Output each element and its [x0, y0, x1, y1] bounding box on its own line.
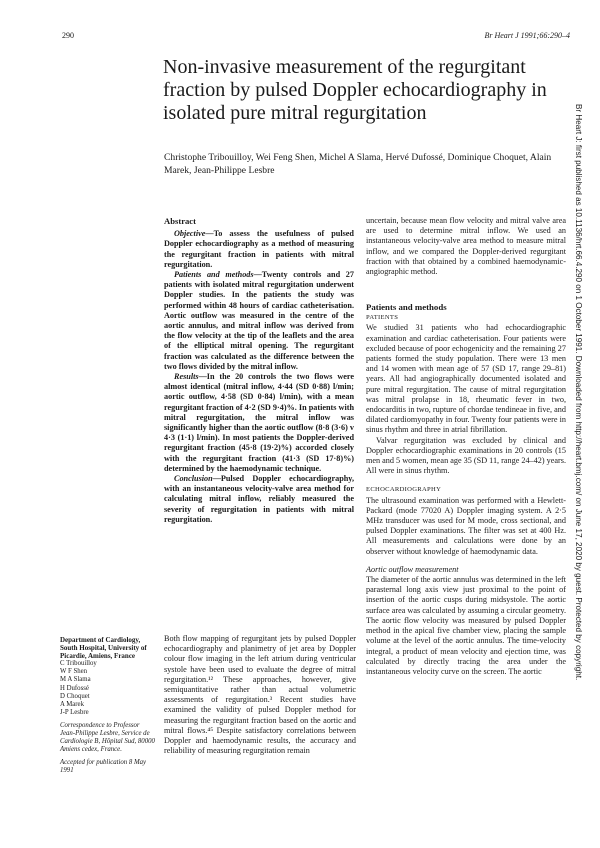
- results-label: Results: [174, 372, 199, 382]
- aortic-subheading: Aortic outflow measurement: [366, 564, 459, 574]
- department: Department of Cardiology, South Hospital, University of Picardie, Amiens, France: [60, 636, 147, 661]
- controls-paragraph: Valvar regurgitation was excluded by clinical and Doppler echocardiographic examinations in 20 controls (15 men and 5 women, mean age 35 (SD 11, range 24–42) years. All were in sinus rhythm.: [366, 435, 566, 476]
- aortic-paragraph: The diameter of the aortic annulus was determined in the left parasternal long axis view just proximal to the point of insertion of the aortic cusps during midsystole. The aortic surface area was calculated by assuming a circular geometry. The aortic flow velocity was measured by pulsed Doppler method in the apical five chamber view, placing the sample volume at the level of the aortic annulus. The time-velocity integral, a product of mean velocity and ejection time, was calculated by directly tracing the area under the instantaneous velocity curve on the screen. The aortic: [366, 575, 566, 676]
- introduction-text: Both flow mapping of regurgitant jets by pulsed Doppler echocardiography and planimetry of jet area by Doppler colour flow imaging in the left atrium during ventricular systole have been used to evaluate the degree of mitral regurgitation.¹² These approaches, however, give semiquantitative rather than actual volumetric assessments of regurgitation.³ Recent studies have examined the validity of pulsed Doppler method for measuring the regurgitant fraction based on the aortic and mitral flows.⁴⁵ Despite satisfactory correlations between Doppler and haemodynamic results, the accuracy and reliability of measuring regurgitation remain: [164, 634, 356, 756]
- section-heading: Patients and methods: [366, 302, 447, 312]
- patients-subheading: PATIENTS: [366, 314, 399, 322]
- intro-continuation: [366, 216, 566, 277]
- introduction: [164, 634, 356, 756]
- author-initial: H Dufossé: [60, 684, 89, 692]
- correspondence: Correspondence to Professor Jean-Philippe Lesbre, Service de Cardiologie B, Hôpital Sud, 80000 Amiens cedex, France.: [60, 721, 155, 754]
- results-text: —In the 20 controls the two flows were almost identical (mitral inflow, 4·44 (SD 0·88) l/min; aortic outflow, 4·58 (SD 0·84) l/min), with a mean regurgitant fraction of 4·2 (SD 9·4)%. In patients with mitral regurgitation, the mitral inflow was significantly higher than the aortic outflow (8·8 (3·6) v 4·3 (1·1) l/min). In most patients the Doppler-derived regurgitant fraction (45·8 (19·2)%) accorded closely with the regurgitant fraction (41·3 (SD 17·8)%) determined by the haemodynamic technique.: [164, 372, 354, 473]
- objective-text: —To assess the usefulness of pulsed Doppler echocardiography as a method of measuring the regurgitant fraction in patients with mitral regurgitation.: [164, 229, 354, 269]
- author-initial: D Choquet: [60, 692, 90, 700]
- abstract-heading: Abstract: [164, 216, 196, 226]
- author-initial: C Tribouilloy: [60, 660, 97, 668]
- echo-paragraph: The ultrasound examination was performed with a Hewlett-Packard (mode 77020 A) Doppler imaging system. A 2·5 MHz transducer was used for M mode, cross sectional, and pulsed Doppler examinations. The filter was set at 400 Hz. All measurements and calculations were done by an observer without knowledge of haemodynamic data.: [366, 495, 566, 556]
- patients-paragraph: We studied 31 patients who had echocardiographic examination and cardiac catheterisation. Four patients were excluded because of poor echogenicity and the remaining 27 patients formed the study population. There were 13 men and 14 women with mean age of 57 (SD 17, range 29–81) years. All had angiographically documented isolated and pure mitral regurgitation. The cause of mitral regurgitation was mitral prolapse in 18, rheumatic fever in two, endocarditis in two, rupture of chordae tendineae in five, and dilated cardiomyopathy in four. Twenty four patients were in sinus rhythm and three in atrial fibrillation.: [366, 323, 566, 435]
- objective-label: Objective: [174, 229, 206, 239]
- side-note-text: Br Heart J: first published as 10.1136/hrt.66.4.290 on 1 October 1991. Downloaded from http://heart.bmj.com/ on June 17, 2020 by guest. Protected by copyright.: [574, 104, 583, 681]
- journal-citation: Br Heart J 1991;66:290–4: [484, 31, 570, 40]
- author-initial: M A Slama: [60, 676, 91, 684]
- patients-text: —Twenty controls and 27 patients with isolated mitral regurgitation underwent Doppler studies. In the patients the study was performed within 48 hours of cardiac catheterisation. Aortic outflow was measured in the centre of the aortic annulus, and mitral inflow was derived from the flow velocity at the tip of the leaflets and the area of the elliptical mitral opening. The regurgitant fraction was calculated as the difference between the two flows divided by the mitral inflow.: [164, 270, 354, 371]
- author-initial: J-P Lesbre: [60, 708, 89, 716]
- author-list: Christophe Tribouilloy, Wei Feng Shen, Michel A Slama, Hervé Dufossé, Dominique Choquet, Alain Marek, Jean-Philippe Lesbre: [164, 152, 552, 176]
- echo-subheading: ECHOCARDIOGRAPHY: [366, 486, 442, 494]
- intro-continuation-text: uncertain, because mean flow velocity and mitral valve area are used to determine mitral inflow. We used an instantaneous velocity-valve area method to measure mitral inflow, and we compared the Doppler-derived regurgitant fraction with that obtained by a combined haemodynamic-angiographic method.: [366, 216, 566, 277]
- patients-methods-section: [366, 302, 566, 677]
- author-initial: W F Shen: [60, 668, 88, 676]
- copyright-side-note: [574, 104, 588, 744]
- article-title: Non-invasive measurement of the regurgitant fraction by pulsed Doppler echocardiography in isolated pure mitral regurgitation: [163, 56, 547, 124]
- patients-label: Patients and methods: [174, 270, 254, 280]
- abstract: [164, 216, 354, 525]
- accepted-date: Accepted for publication 8 May 1991: [60, 759, 147, 775]
- conclusion-text: —Pulsed Doppler echocardiography, with an instantaneous velocity-valve area method for calculating mitral inflow, reliably measured the severity of regurgitation in patients with mitral regurgitation.: [164, 474, 354, 524]
- author-initial: A Marek: [60, 700, 84, 708]
- page-number: 290: [62, 31, 74, 40]
- conclusion-label: Conclusion: [174, 474, 213, 484]
- affiliation-block: [60, 636, 156, 776]
